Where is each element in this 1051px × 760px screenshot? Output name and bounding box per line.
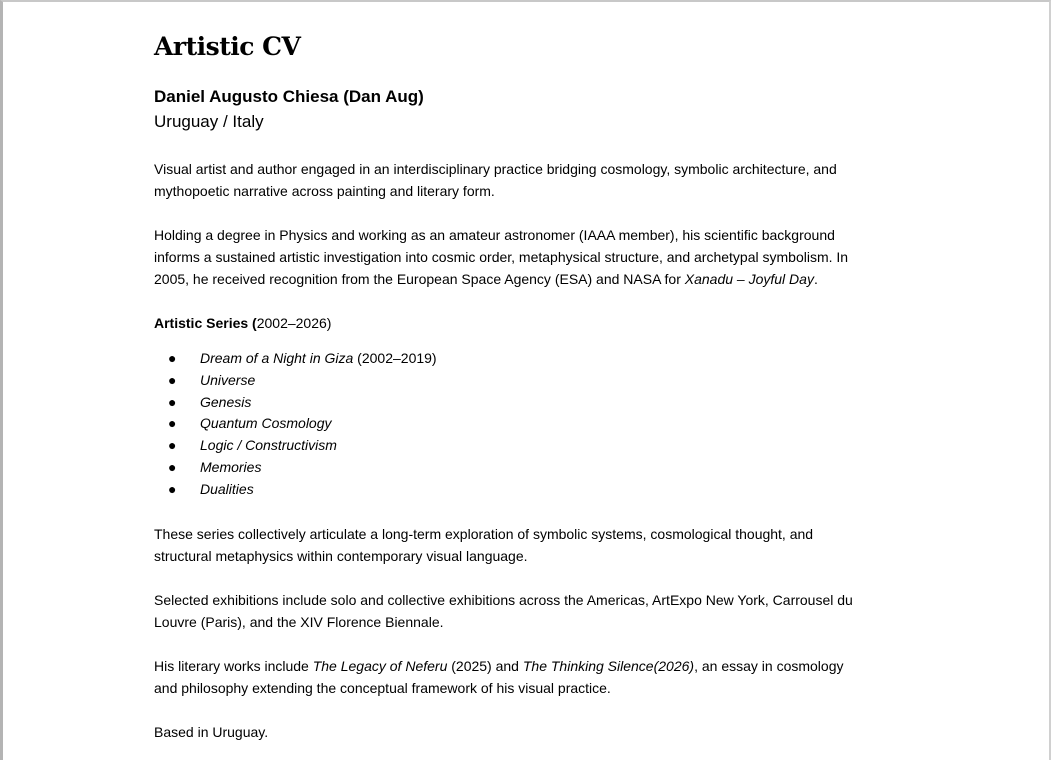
series-title: Dualities: [200, 480, 254, 497]
series-years: (2002–2019): [353, 350, 437, 366]
series-title: Memories: [200, 458, 262, 475]
book-title: The Legacy of Neferu: [312, 657, 448, 674]
series-list: [154, 348, 864, 501]
bullet-icon: ●: [168, 393, 177, 410]
series-summary-paragraph: These series collectively articulate a long-term exploration of symbolic systems, cosmological thought, and structural metaphysics within contemporary visual language.: [154, 525, 814, 564]
series-title: Dream of a Night in Giza: [200, 350, 354, 366]
list-item: [154, 413, 864, 435]
literary-pre: His literary works include: [154, 657, 313, 674]
award-work-title: Xanadu – Joyful Day: [684, 271, 814, 287]
list-item: [154, 392, 864, 414]
literary-post: , an essay in cosmology and philosophy extending the conceptual framework of his visual practice.: [154, 657, 844, 696]
literary-paragraph: [154, 655, 864, 699]
background-end: .: [813, 271, 818, 287]
artist-name: Daniel Augusto Chiesa (Dan Aug): [154, 87, 424, 106]
series-heading: [154, 312, 864, 334]
exhibitions-paragraph: Selected exhibitions include solo and collective exhibitions across the Americas, ArtExpo New York, Carrousel du Louvre (Paris), and the XIV Florence Biennale.: [154, 591, 853, 630]
list-item: [154, 348, 864, 370]
list-item: [154, 479, 864, 501]
cv-page: [154, 30, 864, 743]
series-title: Logic / Constructivism: [200, 437, 337, 454]
list-item: [154, 457, 864, 479]
artist-location: Uruguay / Italy: [154, 112, 264, 131]
bullet-icon: ●: [168, 480, 177, 497]
page-title: Artistic CV: [154, 32, 301, 61]
background-text: Holding a degree in Physics and working as an amateur astronomer (IAAA member), his scientific background informs a sustained artistic investigation into cosmic order, metaphysical structure, and archetypal symbolism. In 2005, he received recognition from the European Space Agency (ESA) and NASA for: [154, 227, 849, 287]
bullet-icon: ●: [168, 458, 177, 475]
list-item: [154, 370, 864, 392]
intro-paragraph: Visual artist and author engaged in an interdisciplinary practice bridging cosmology, symbolic architecture, and mythopoetic narrative across painting and literary form.: [154, 161, 837, 199]
background-paragraph: [154, 224, 864, 290]
book-title: The Thinking Silence(2026): [522, 657, 695, 674]
literary-mid: (2025) and: [447, 657, 523, 674]
bullet-icon: ●: [168, 371, 177, 388]
series-title: Quantum Cosmology: [200, 415, 332, 432]
series-heading-label: Artistic Series (: [154, 315, 257, 331]
series-heading-years: 2002–2026): [256, 315, 332, 331]
bullet-icon: ●: [168, 350, 177, 366]
based-paragraph: Based in Uruguay.: [154, 723, 269, 740]
list-item: [154, 435, 864, 457]
series-title: Universe: [200, 371, 256, 388]
bullet-icon: ●: [168, 437, 177, 454]
bullet-icon: ●: [168, 415, 177, 432]
series-title: Genesis: [200, 393, 252, 410]
